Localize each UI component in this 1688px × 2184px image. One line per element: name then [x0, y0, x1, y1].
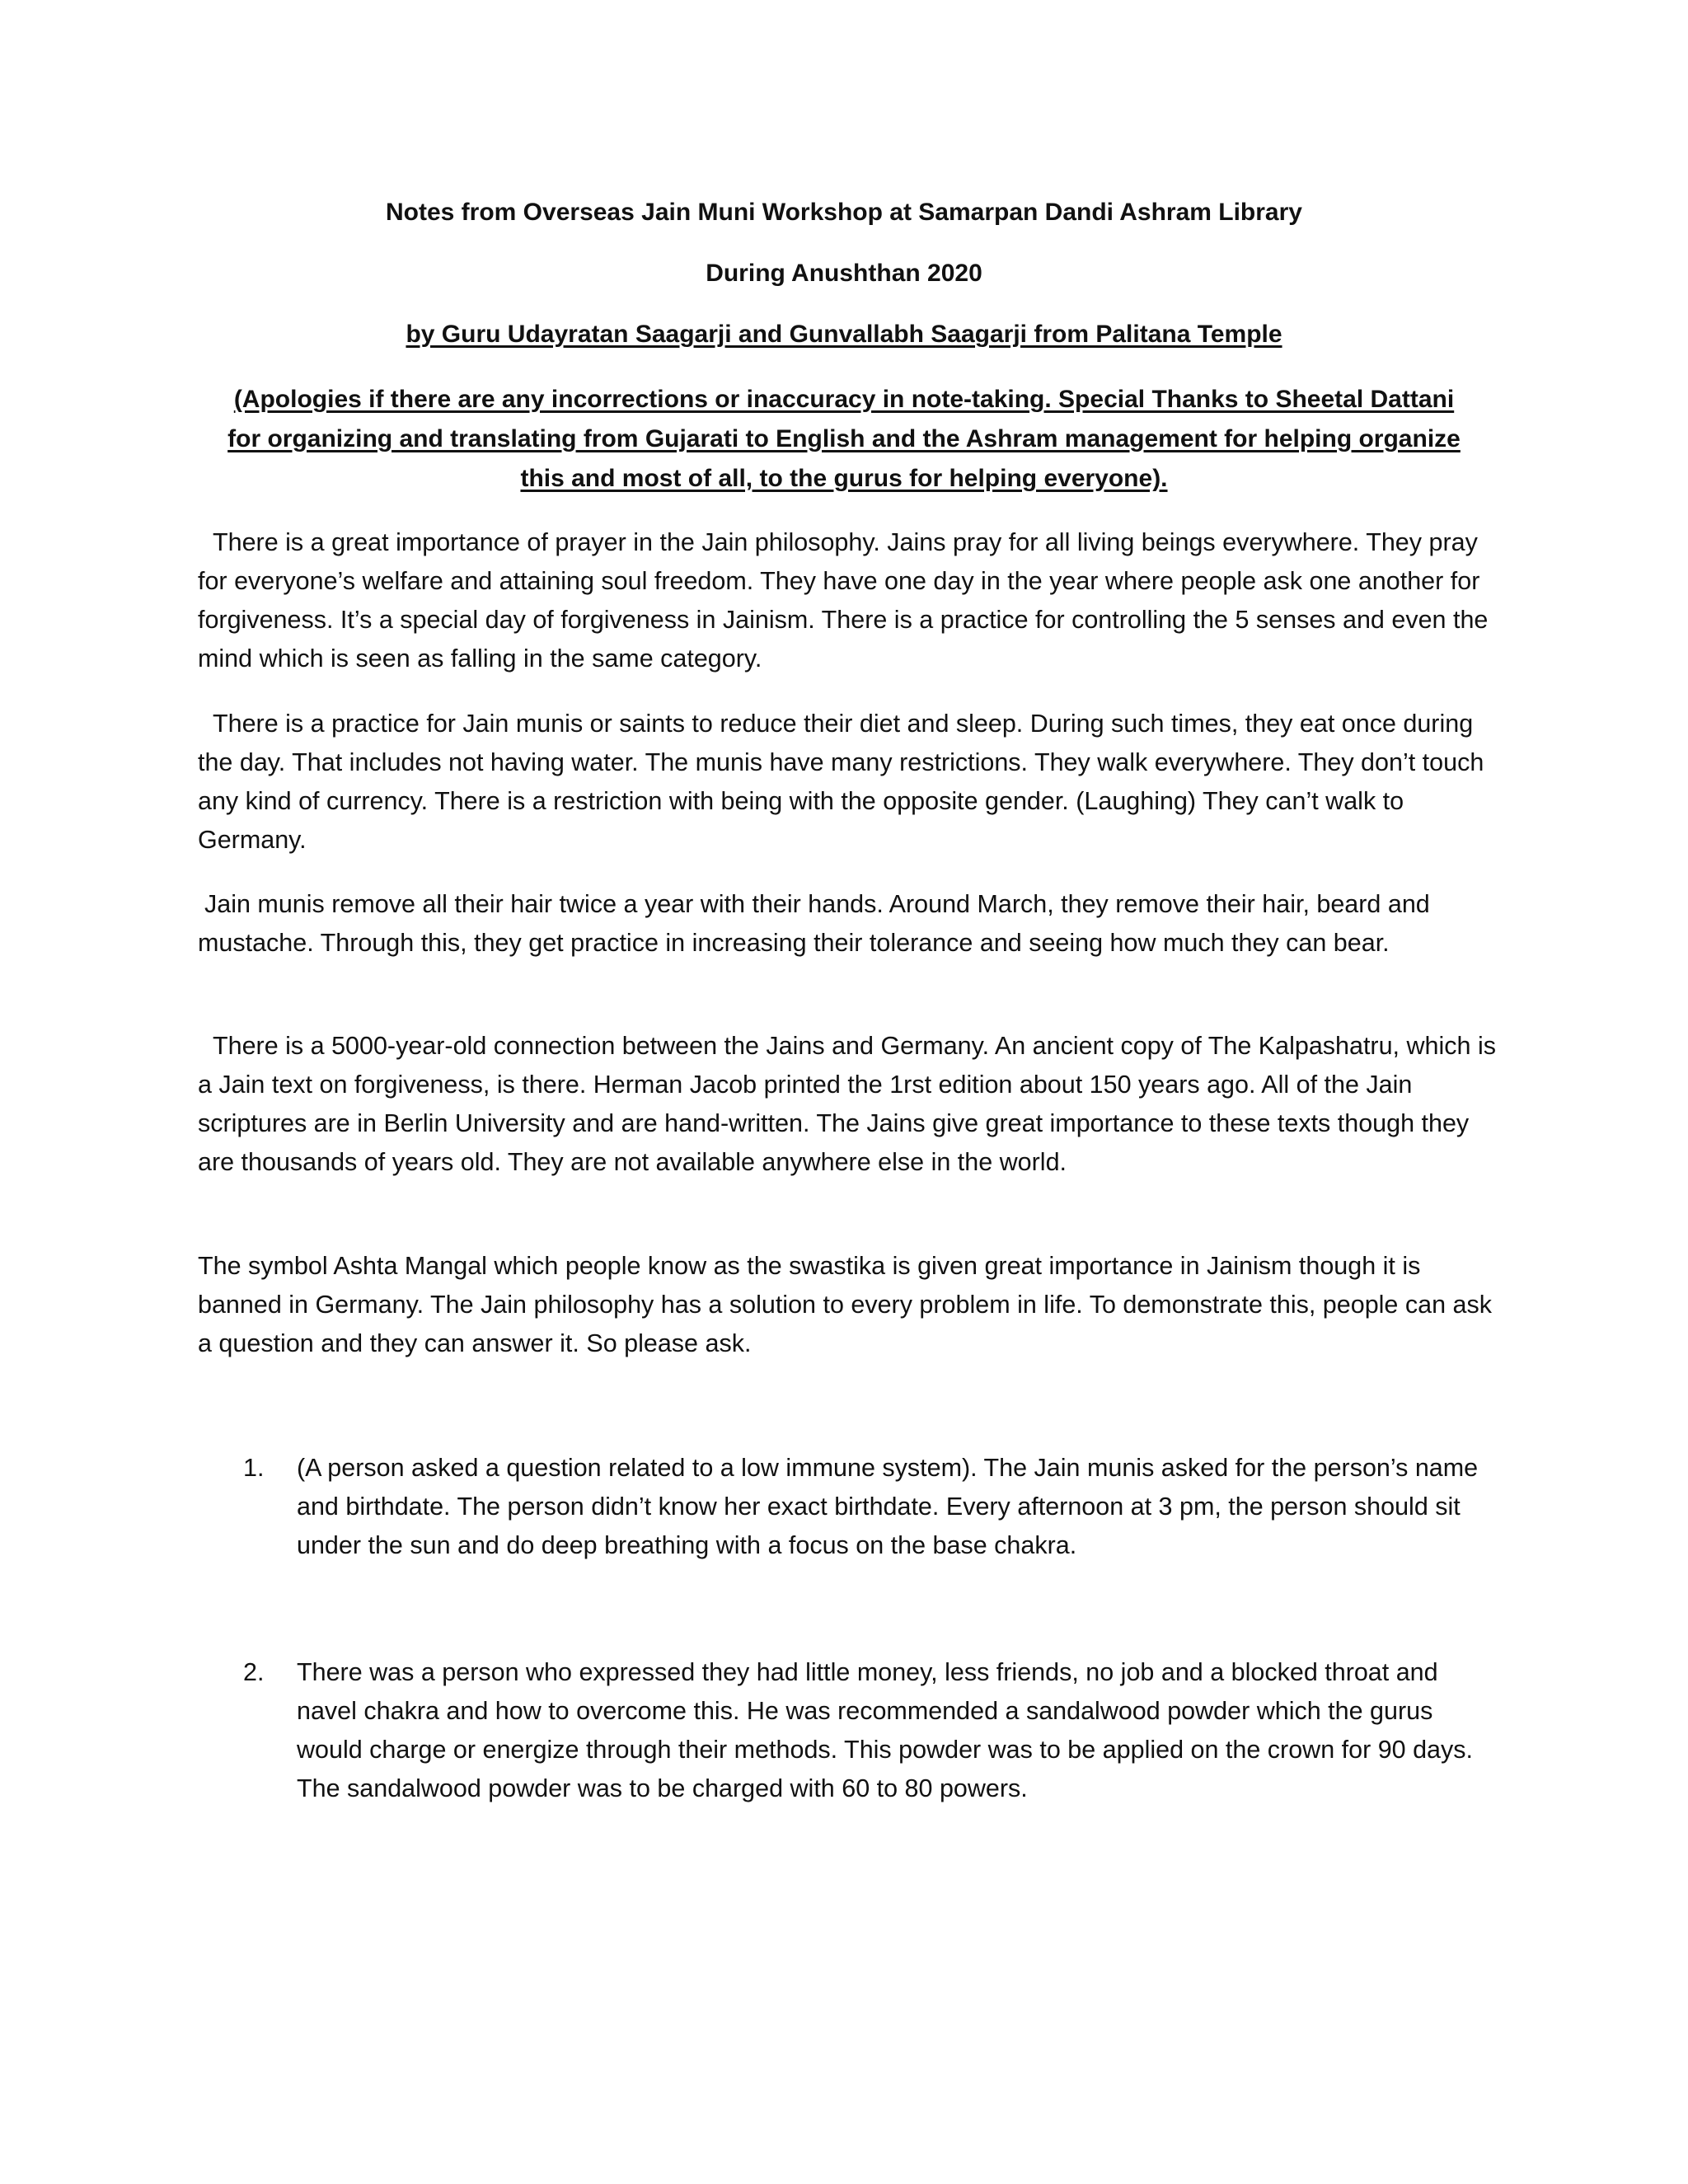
document-title: Notes from Overseas Jain Muni Workshop at Samarpan Dandi Ashram Library [386, 199, 1302, 226]
list-item-text: (A person asked a question related to a low immune system). The Jain munis asked for the person’s name and birthdate. The person didn’t know her exact birthdate. Every afternoon at 3 pm, the person should sit under the sun and do deep breathing with a focus on the base chakra. [297, 1454, 1479, 1559]
paragraph-prayer: There is a great importance of prayer in the Jain philosophy. Jains pray for all living beings everywhere. They pray for everyone’s welfare and attaining soul freedom. They have one day in the year where people ask one another for forgiveness. It’s a special day of forgiveness in Jainism. There is a practice for controlling the 5 senses and even the mind which is seen as falling in the same category. [198, 528, 1489, 673]
paragraph-germany-connection: There is a 5000-year-old connection between the Jains and Germany. An ancient copy of The Kalpashatru, which is a Jain text on forgiveness, is there. Herman Jacob printed the 1rst edition about 150 years ago. All of the Jain scriptures are in Berlin University and are hand-written. The Jains give great importance to these texts though they are thousands of years old. They are not available anywhere else in the world. [198, 1032, 1496, 1176]
document-byline: by Guru Udayratan Saagarji and Gunvallabh Saagarji from Palitana Temple [406, 321, 1282, 348]
document-subtitle: During Anushthan 2020 [706, 260, 982, 287]
paragraph-restrictions: There is a practice for Jain munis or saints to reduce their diet and sleep. During such times, they eat once during the day. That includes not having water. The munis have many restrictions. They walk everywhere. They don’t touch any kind of currency. There is a restriction with being with the opposite gender. (Laughing) They can’t walk to Germany. [198, 710, 1484, 854]
list-item-number: 1. [243, 1454, 265, 1482]
list-item-number: 2. [243, 1658, 265, 1686]
paragraph-ashta-mangal: The symbol Ashta Mangal which people know as the swastika is given great importance in Jainism though it is banned in Germany. The Jain philosophy has a solution to every problem in life. To demonstrate this, people can ask a question and they can answer it. So please ask. [198, 1252, 1492, 1357]
list-item-text: There was a person who expressed they had little money, less friends, no job and a blocked throat and navel chakra and how to overcome this. He was recommended a sandalwood powder which the gurus would charge or energize through their methods. This powder was to be applied on the crown for 90 days. The sandalwood powder was to be charged with 60 to 80 powers. [297, 1658, 1473, 1802]
apology-note: (Apologies if there are any incorrections or inaccuracy in note-taking. Special Thanks to Sheetal Dattani for organizing and translating from Gujarati to English and the Ashram management for helping organize this and most of all, to the gurus for helping everyone). [227, 386, 1461, 492]
paragraph-hair-removal: Jain munis remove all their hair twice a year with their hands. Around March, they remove their hair, beard and mustache. Through this, they get practice in increasing their tolerance and seeing how much they can bear. [198, 890, 1430, 957]
